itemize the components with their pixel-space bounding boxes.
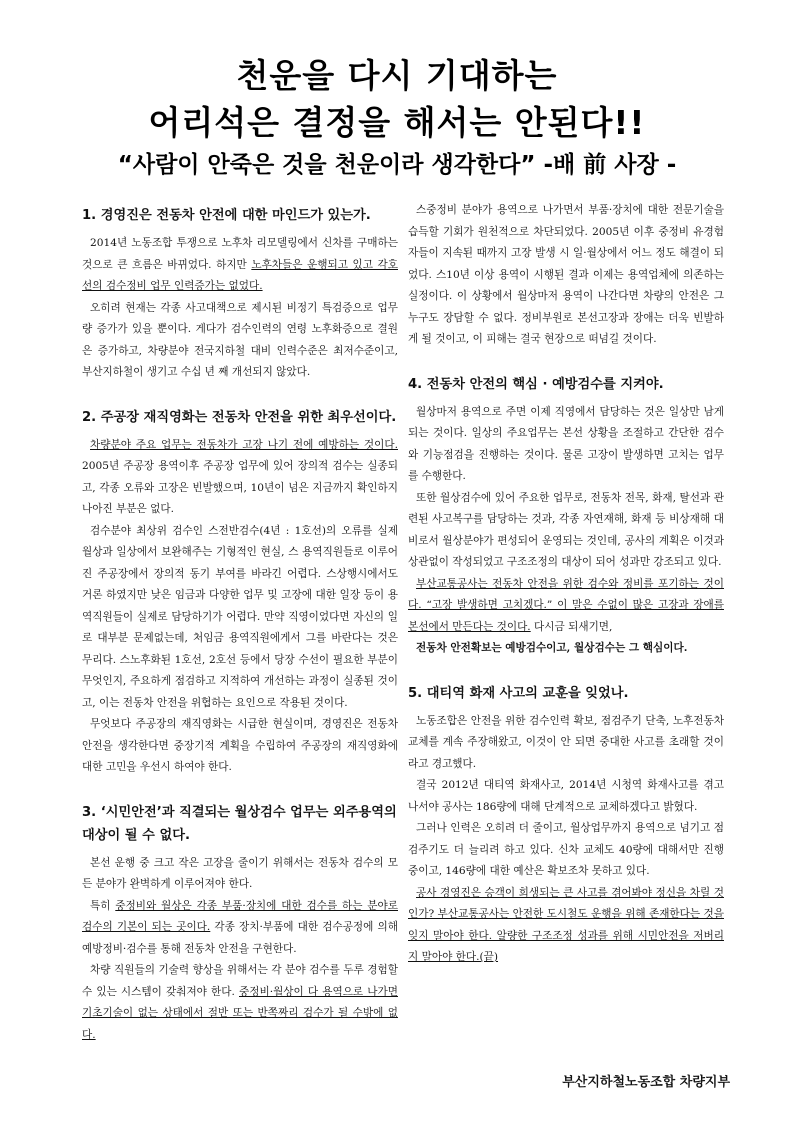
section-4-para-2: 또한 월상검수에 있어 주요한 업무로, 전동차 전목, 화재, 탈선과 관련된 사고복구를 담당하는 것과, 각종 자연재해, 화재 등 비상재해 대비로서 월상분야가 편성되어 운영되는 것인데, 공사의 계획은 이것과 상관없이 작성되었고 구조조정의 대상이 되어 성과만 강조되고 있다.	[408, 491, 724, 568]
section-3-para-3: 차량 직원들의 기술력 향상을 위해서는 각 분야 검수를 두루 경험할 수 있는 시스템이 갖춰져야 한다. 중정비·월상이 다 용역으로 나가면 기초기술이 없는 상태에서 절반 또는 반쪽짜리 검수가 될 수밖에 없다.	[82, 964, 398, 1041]
section-1-para-1: 2014년 노동조합 투쟁으로 노후차 리모델링에서 신차를 구매하는 것으로 큰 흐름은 바뀌었다. 하지만 노후차들은 운행되고 있고 각호선의 검수정비 업무 인력증가는 없었다.	[82, 237, 398, 292]
title-quote: “사람이 안죽은 것을 천운이라 생각한다” -배 前 사장 -	[117, 152, 677, 178]
section-5-heading: 5. 대티역 화재 사고의 교훈을 잊었나.	[408, 685, 629, 701]
section-2-para-1: 차량분야 주요 업무는 전동차가 고장 나기 전에 예방하는 것이다. 2005년 주공장 용역이후 주공장 업무에 있어 장의적 검수는 실종되고, 각종 오류와 고장은 빈발했으며, 10년이 넘은 지금까지 확인하지 나아진 부분은 없다.	[82, 438, 398, 515]
right-column	[408, 200, 724, 969]
title-line-2: 어리석은 결정을 해서는 안된다!!	[148, 103, 646, 142]
section-5-para-2: 결국 2012년 대티역 화재사고, 2014년 시청역 화재사고를 겪고 나서야 공사는 186량에 대해 단계적으로 교체하겠다고 밝혔다.	[408, 779, 724, 813]
left-column	[82, 204, 398, 1046]
section-4-heading: 4. 전동차 안전의 핵심 · 예방검수를 지켜야.	[408, 376, 664, 392]
title-line-1: 천운을 다시 기대하는	[236, 56, 558, 95]
section-3-para-2: 특히 중정비와 월상은 각종 부품·장치에 대한 검수를 하는 분야로 검수의 기본이 되는 곳이다. 각종 장치·부품에 대한 검수공정에 의해 예방정비·검수를 통해 전동차 안전을 구현한다.	[82, 899, 398, 955]
section-5-para-3: 그러나 인력은 오히려 더 줄이고, 월상업무까지 용역으로 넘기고 점검주기도 더 늘리려 하고 있다. 신차 교체도 40량에 대해서만 진행 중이고, 146량에 대한 예산은 확보조차 못하고 있다.	[408, 822, 724, 877]
section-1-heading: 1. 경영진은 전동차 안전에 대한 마인드가 있는가.	[82, 208, 371, 223]
section-4-emphasis: 전동차 안전확보는 예방검수이고, 월상검수는 그 핵심이다.	[416, 642, 688, 654]
section-2-para-2: 검수분야 최상위 검수인 스전반검수(4년 : 1호선)의 오류를 실제 월상과 일상에서 보완해주는 기형적인 현실, 스 용역직원들로 이루어진 주공장에서 장의적 동기 부여를 바라긴 어렵다. 스상행시에서도 거론 하였지만 낮은 임금과 다양한 업무 및 고장에 대한 일장 등이 용역직원들이 실제로 담당하기가 어렵다. 만약 직영이었다면 자신의 일로 대부분 문제없는데, 처임금 용역직원에게서 그를 바란다는 것은 무리다. 스노후화된 1호선, 2호선 등에서 당장 수선이 필요한 부분이 무엇인지, 주요하게 점검하고 지적하여 개선하는 과정이 실종된 것이고, 이는 전동차 안전을 위협하는 요인으로 작용된 것이다.	[82, 524, 398, 709]
section-2-heading: 2. 주공장 재직영화는 전동차 안전을 위한 최우선이다.	[82, 409, 397, 425]
section-3-continued-para: 스중정비 분야가 용역으로 나가면서 부품·장치에 대한 전문기술을 습득할 기회가 원천적으로 차단되었다. 2005년 이후 중정비 유경험자들이 지속된 때까지 고장 발생 시 일·월상에서 어느 정도 해결이 되었다. 스10년 이상 용역이 시행된 결과 이제는 용역업체에 의존하는 실정이다. 이 상황에서 월상마저 용역이 나간다면 차량의 안전은 그 누구도 장담할 수 없다. 정비부원로 본선고장과 장애는 더욱 빈발하게 될 것이고, 이 피해는 결국 현장으로 떠넘길 것이다.	[408, 204, 724, 345]
section-1-para-2: 오히려 현재는 각종 사고대책으로 제시된 비정기 특검증으로 업무량 증가가 있을 뿐이다. 게다가 검수인력의 연령 노후화증으로 결원은 증가하고, 차량분야 전국지하철 대비 인력수준은 최저수준이고, 부산지하철이 생기고 수십 년 째 개선되지 않았다.	[82, 301, 398, 378]
section-3-para-1: 본선 운행 중 크고 작은 고장을 줄이기 위해서는 전동차 검수의 모든 분야가 완벽하게 이루어져야 한다.	[82, 856, 398, 890]
section-4-para-1: 월상마저 용역으로 주면 이제 직영에서 담당하는 것은 일상만 남게 되는 것이다. 일상의 주요업무는 본선 상황을 조절하고 간단한 검수와 기능점검을 진행하는 것이다. 물론 고장이 발생하면 고치는 업무를 수행한다.	[408, 405, 724, 482]
footer-signature: 부산지하철노동조합 차량지부	[562, 1075, 730, 1090]
section-4-para-3: 부산교통공사는 전동차 안전을 위한 검수와 정비를 포기하는 것이다. “고장 발생하면 고치겠다.” 이 말은 수없이 많은 고장과 장애를 본선에서 만든다는 것이다. 다시금 되새기면,	[408, 577, 724, 633]
section-3-heading: 3. ‘시민안전’과 직결되는 월상검수 업무는 외주용역의 대상이 될 수 없다.	[82, 804, 397, 843]
section-2-para-3: 무엇보다 주공장의 재직영화는 시급한 현실이며, 경영진은 전동차 안전을 생각한다면 중장기적 계획을 수립하여 주공장의 재직영화에 대한 고민을 우선시 하여야 한다.	[82, 718, 398, 773]
section-5-para-1: 노동조합은 안전을 위한 검수인력 확보, 점검주기 단축, 노후전동차 교체를 계속 주장해왔고, 이것이 안 되면 중대한 사고를 초래할 것이라고 경고했다.	[408, 714, 724, 770]
section-5-para-4: 공사 경영진은 승객이 희생되는 큰 사고를 겪어봐야 정신을 차릴 것인가? 부산교통공사는 안전한 도시철도 운행을 위해 존재한다는 것을 잊지 말아야 한다. 알량한 구조조정 성과를 위해 시민안전을 저버리지 말아야 한다.(끝)	[408, 886, 724, 963]
